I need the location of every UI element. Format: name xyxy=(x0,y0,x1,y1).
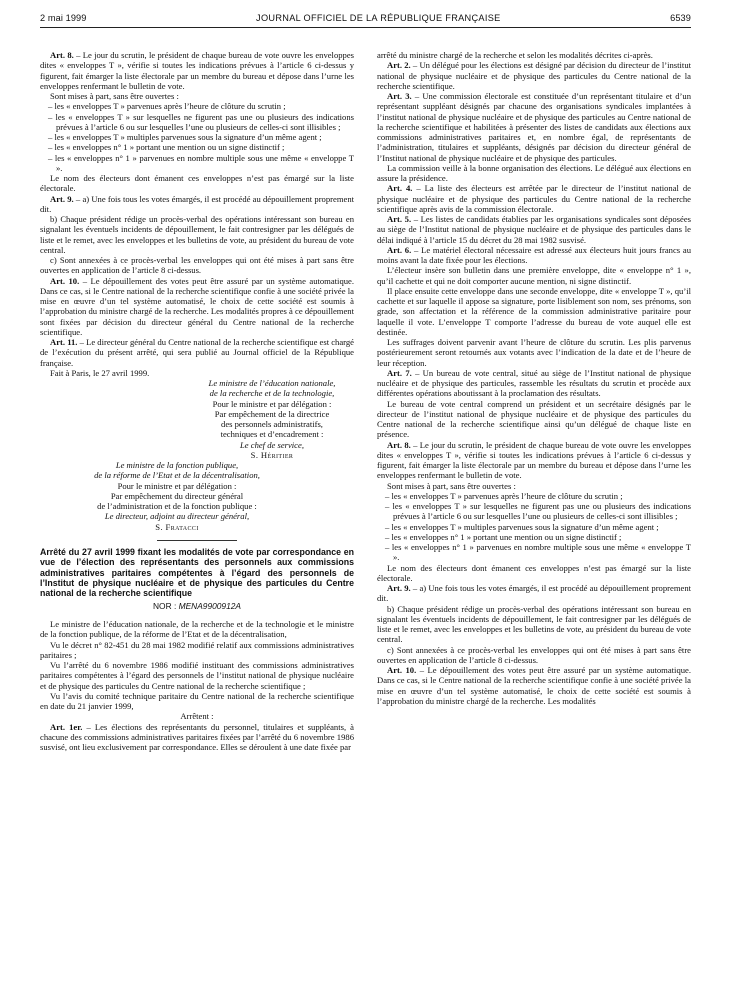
list-item: – les « enveloppes T » multiples parvenues sous la signature d’un même agent ; xyxy=(48,132,322,142)
article-text: – Le dépouillement des votes peut être assuré par un système automatique. Dans ce cas, si le Centre national de la recherche scientifique confie à une société privée la mise en œuvre d’un tel système automatisé, le choix de cette société est soumis à l’approbation du ministre chargé de la recherche. Les modalités xyxy=(377,665,692,706)
article-8 xyxy=(40,50,354,91)
paragraph: Le bureau de vote central comprend un président et un secrétaire désignés par le directeur de l’institut national de physique nucléaire et de physique des particules du Centre national de la recherche scientifique ainsi qu’un délégué de chaque liste en présence. xyxy=(377,398,691,440)
signature-line: techniques et d’encadrement : xyxy=(220,429,324,440)
done-at: Fait à Paris, le 27 avril 1999. xyxy=(50,367,150,378)
article-8 xyxy=(377,440,691,481)
section-divider xyxy=(157,540,237,541)
signature-line: Par empêchement de la directrice xyxy=(214,408,330,419)
paragraph: Le nom des électeurs dont émanent ces enveloppes n’est pas émargé sur la liste électorale. xyxy=(377,562,691,583)
signature-line: des personnels administratifs, xyxy=(221,419,323,429)
article-4 xyxy=(377,183,691,214)
paragraph: Vu l’arrêté du 6 novembre 1986 modifié instituant des commissions administratives paritaires compétentes à l’égard des personnels de l’institut national de physique nucléaire et de physique des particules du Centre national de la recherche scientifique ; xyxy=(40,660,354,691)
article-label: Art. 2. xyxy=(387,60,411,71)
list-item: – les « enveloppes n° 1 » parvenues en nombre multiple sous une même « enveloppe T ». xyxy=(48,152,354,173)
paragraph: Sont mises à part, sans être ouvertes : xyxy=(50,91,179,101)
header-date: 2 mai 1999 xyxy=(40,13,87,23)
header-rule xyxy=(40,27,691,28)
article-1 xyxy=(40,722,354,753)
article-label: Art. 7. xyxy=(387,367,412,378)
left-column xyxy=(40,50,354,752)
signature-line: de la recherche et de la technologie, xyxy=(209,388,335,399)
signature-line: Le ministre de l’éducation nationale, xyxy=(208,378,336,388)
article-10 xyxy=(377,665,691,706)
article-text: – La liste des électeurs est arrêtée par le directeur de l’institut national de physique nucléaire et de physique des particules du Centre national de la recherche scientifique après avis de la commission électorale. xyxy=(377,183,691,214)
header-journal-title: JOURNAL OFFICIEL DE LA RÉPUBLIQUE FRANÇAISE xyxy=(256,13,501,23)
article-label: Art. 8. xyxy=(50,50,74,60)
article-text: – Les listes de candidats établies par les organisations syndicales sont déposées au siège de l’Institut national de physique nucléaire et de physique des particules dans le délai indiqué à l’article 15 du décret du 28 mai 1982 susvisé. xyxy=(377,214,691,245)
signature-line: de la réforme de l’Etat et de la décentralisation, xyxy=(94,470,260,481)
signature-line: Le directeur, adjoint au directeur général, xyxy=(104,511,250,522)
article-5 xyxy=(377,214,691,245)
paragraph: Le ministre de l’éducation nationale, de la recherche et de la technologie et le ministre de la fonction publique, de la réforme de l’Etat et de la décentralisation, xyxy=(40,619,354,640)
signature-line: Le ministre de la fonction publique, xyxy=(115,460,239,470)
signature-block-fonction-publique xyxy=(40,460,354,532)
article-11 xyxy=(40,337,354,368)
article-6 xyxy=(377,245,691,266)
article-text: – a) Une fois tous les votes émargés, il est procédé au dépouillement proprement dit. xyxy=(377,583,692,604)
article-label: Art. 10. xyxy=(50,275,80,286)
paragraph: c) Sont annexées à ce procès-verbal les enveloppes qui ont été mises à part sans être ouvertes en application de l’article 8 ci-dessus. xyxy=(377,644,691,665)
article-10 xyxy=(40,276,354,338)
paragraph: Les suffrages doivent parvenir avant l’heure de clôture du scrutin. Les plis parvenus postérieurement seront retournés aux votants avec l’indication de la date et de l’heure de leur réception. xyxy=(377,337,691,368)
article-text: – Un délégué pour les élections est désigné par décision du directeur de l’institut national de physique nucléaire et de physique des particules du Centre national de la recherche scientifique. xyxy=(377,60,691,91)
article-label: Art. 6. xyxy=(387,244,412,255)
arrete-title: Arrêté du 27 avril 1999 fixant les modalités de vote par correspondance en vue de l’élection des représentants des personnels aux commissions administratives paritaires compétentes à l’égard des personnels de l’Institut de physique nucléaire et de physique des particules du Centre national de la recherche scientifique xyxy=(40,546,354,599)
page-header xyxy=(40,12,691,24)
article-text: – Une commission électorale est constituée d’un représentant titulaire et d’un représentant suppléant désignés par chacune des organisations syndicales implantées à l’institut national de physique nucléaire et de physique des particules au Centre national de la recherche scientifique et habilitées à présenter des listes de candidats aux élections aux commissions administratives paritaires et, en nombre égal, de représentants de l’administration, titulaires et suppléants, désignés par décision du directeur général de l’Institut national de physique nucléaire et de physique des particules. xyxy=(377,91,691,163)
article-label: Art. 9. xyxy=(387,583,411,593)
text-columns xyxy=(40,50,691,752)
nor-reference xyxy=(40,601,354,611)
signature-block-education xyxy=(40,378,354,460)
list-item: – les « enveloppes T » parvenues après l’heure de clôture du scrutin ; xyxy=(385,490,623,501)
article-label: Art. 1er. xyxy=(50,721,83,732)
nor-code: MENA9900912A xyxy=(178,600,241,611)
arretent-heading: Arrêtent : xyxy=(180,711,214,722)
signature-line: Pour le ministre et par délégation : xyxy=(212,398,332,409)
article-text: – Le directeur général du Centre national de la recherche scientifique est chargé de l’exécution du présent arrêté, qui sera publié au Journal officiel de la République française. xyxy=(40,337,354,368)
paragraph: Il place ensuite cette enveloppe dans une seconde enveloppe, dite « enveloppe T », qu’il cachette et sur laquelle il appose sa signature, porte lisiblement son nom, ses prénoms, son grade, son affectation et la référence de la commission administrative paritaire pour laquelle il vote. L’enveloppe T comporte l’adresse du bureau de vote auquel elle est destinée. xyxy=(377,285,691,337)
article-text: – Un bureau de vote central, situé au siège de l’Institut national de physique nucléaire et de physique des particules, rassemble les résultats du scrutin et procède aux différentes opérations aboutissant à la proclamation des résultats. xyxy=(377,367,692,399)
signature-line: Le chef de service, xyxy=(240,439,304,450)
exclusion-list xyxy=(377,491,691,563)
paragraph: b) Chaque président rédige un procès-verbal des opérations intéressant son bureau en signalant les éventuels incidents de dépouillement, le fait contresigner par les délégués de liste et le remet, avec les enveloppes et les bulletins de vote, au président du bureau de vote central. xyxy=(377,603,691,645)
article-3 xyxy=(377,91,691,163)
paragraph: Sont mises à part, sans être ouvertes : xyxy=(387,480,516,491)
article-label: Art. 8. xyxy=(387,439,411,450)
article-text: – Les élections des représentants du personnel, titulaires et suppléants, à chacune des commissions administratives paritaires fixées par l’arrêté du 6 novembre 1986 susvisé, ont lieu exclusivement par correspondance. Elles se déroulent à une date fixée par xyxy=(40,721,355,753)
article-text: – Le jour du scrutin, le président de chaque bureau de vote ouvre les enveloppes dites « enveloppes T », vérifie si toutes les indications prévues à l’article 6 ci-dessus y figurent, fait émarger la liste électorale par un membre du bureau et dépose dans l’urne les enveloppes renfermant le bulletin de vote. xyxy=(40,50,354,91)
list-item: – les « enveloppes n° 1 » parvenues en nombre multiple sous une même « enveloppe T ». xyxy=(385,542,691,563)
paragraph: c) Sont annexées à ce procès-verbal les enveloppes qui ont été mises à part sans être ouvertes en application de l’article 8 ci-dessus. xyxy=(40,255,354,276)
article-7 xyxy=(377,368,691,399)
article-2 xyxy=(377,60,691,91)
list-item: – les « enveloppes n° 1 » portant une mention ou un signe distinctif ; xyxy=(48,142,285,153)
article-label: Art. 11. xyxy=(50,337,78,347)
signature-line: Par empêchement du directeur général xyxy=(110,490,244,501)
article-text: – a) Une fois tous les votes émargés, il est procédé au dépouillement proprement dit. xyxy=(40,193,355,214)
article-text: – Le matériel électoral nécessaire est adressé aux électeurs huit jours francs au moins avant la date fixée pour les élections. xyxy=(377,244,691,265)
article-label: Art. 3. xyxy=(387,91,412,101)
list-item: – les « enveloppes T » sur lesquelles ne figurent pas une ou plusieurs des indications prévues à l’article 6 ou sur lesquelles l’une ou plusieurs de celles-ci sont illisibles ; xyxy=(385,501,691,522)
signature-line: de l’administration et de la fonction publique : xyxy=(97,501,257,511)
article-text: – Le jour du scrutin, le président de chaque bureau de vote ouvre les enveloppes dites « enveloppes T », vérifie si toutes les indications prévues à l’article 6 ci-dessus y figurent, fait émarger la liste électorale par un membre du bureau et dépose dans l’urne les enveloppes renfermant le bulletin de vote. xyxy=(377,439,691,481)
paragraph: L’électeur insère son bulletin dans une première enveloppe, dite « enveloppe n° 1 », qu’il cachette et qui ne doit comporter aucune mention, ni signe distinctif. xyxy=(377,265,691,286)
article-9 xyxy=(377,583,691,604)
article-text: – Le dépouillement des votes peut être assuré par un système automatique. Dans ce cas, si le Centre national de la recherche scientifique confie à une société privée la mise en œuvre d’un tel système automatisé, le choix de cette société est soumis à l’approbation du ministre chargé de la recherche. Les modalités propres à ce dépouillement sont fixées par décision du directeur général du Centre national de la recherche scientifique. xyxy=(40,275,355,337)
article-label: Art. 4. xyxy=(387,183,413,194)
list-item: – les « enveloppes T » parvenues après l’heure de clôture du scrutin ; xyxy=(48,101,286,112)
right-column xyxy=(377,50,691,752)
signatory-name: S. Fratacci xyxy=(155,521,199,532)
article-9 xyxy=(40,194,354,215)
list-item: – les « enveloppes T » multiples parvenues sous la signature d’un même agent ; xyxy=(385,521,659,532)
paragraph: La commission veille à la bonne organisation des élections. Le délégué aux élections en assure la présidence. xyxy=(377,162,691,183)
signatory-name: S. Héritier xyxy=(250,449,294,460)
header-page-number: 6539 xyxy=(670,13,691,23)
paragraph: Vu le décret n° 82-451 du 28 mai 1982 modifié relatif aux commissions administratives paritaires ; xyxy=(40,639,354,660)
paragraph: Vu l’avis du comité technique paritaire du Centre national de la recherche scientifique en date du 21 janvier 1999, xyxy=(40,690,354,712)
paragraph: Le nom des électeurs dont émanent ces enveloppes n’est pas émargé sur la liste électorale. xyxy=(40,173,354,194)
article-label: Art. 9. xyxy=(50,193,74,204)
list-item: – les « enveloppes n° 1 » portant une mention ou un signe distinctif ; xyxy=(385,531,622,542)
signature-line: Pour le ministre et par délégation : xyxy=(117,480,237,491)
paragraph: b) Chaque président rédige un procès-verbal des opérations intéressant son bureau en signalant les éventuels incidents de dépouillement, le fait contresigner par les délégués de liste et le remet, avec les enveloppes et les bulletins de vote, au président du bureau de vote central. xyxy=(40,214,354,255)
article-label: Art. 5. xyxy=(387,214,412,224)
exclusion-list xyxy=(40,101,354,173)
article-label: Art. 10. xyxy=(387,665,417,675)
paragraph: arrêté du ministre chargé de la recherche et selon les modalités décrites ci-après. xyxy=(377,50,653,60)
nor-label: NOR : xyxy=(153,600,179,611)
list-item: – les « enveloppes T » sur lesquelles ne figurent pas une ou plusieurs des indications prévues à l’article 6 ou sur lesquelles l’une ou plusieurs de celles-ci sont illisibles ; xyxy=(48,111,354,132)
